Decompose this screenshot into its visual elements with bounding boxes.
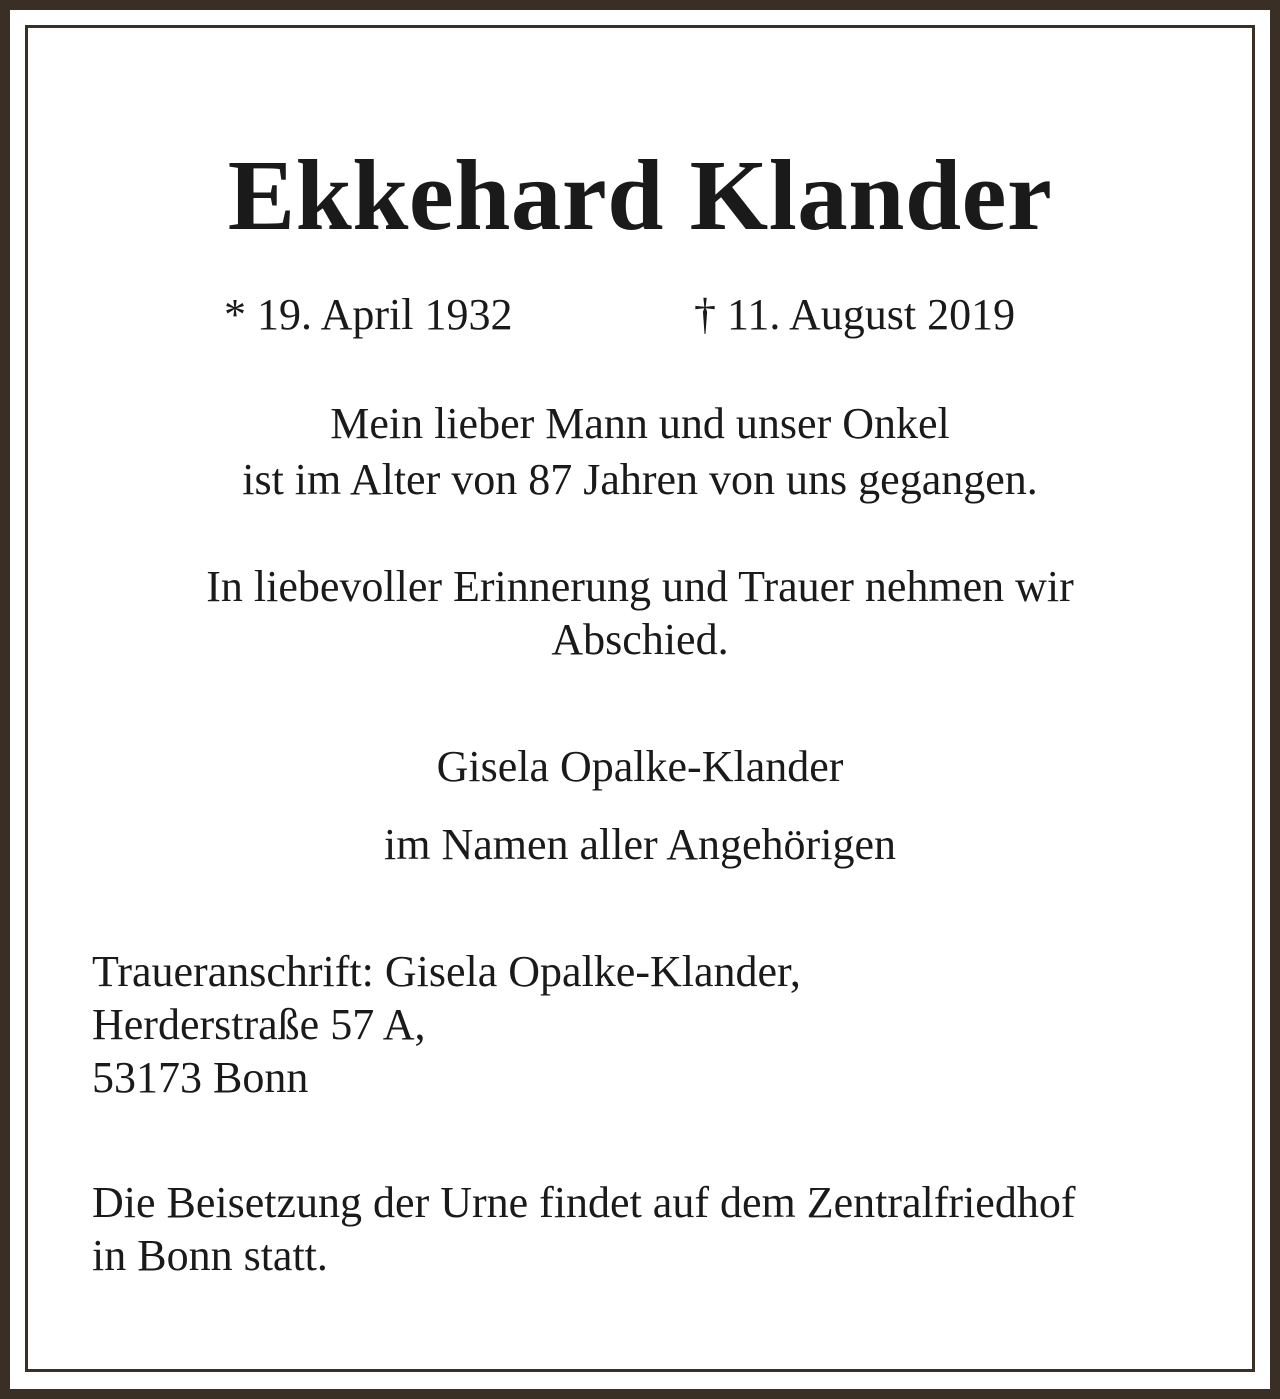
mourning-address-line-1: Traueranschrift: Gisela Opalke-Klander, — [92, 947, 801, 996]
farewell-line-1: In liebevoller Erinnerung und Trauer nehmen wir — [206, 562, 1074, 611]
death-date: † 11. August 2019 — [694, 290, 1016, 339]
signer-name: Gisela Opalke-Klander — [436, 742, 844, 791]
burial-info-line-2: in Bonn statt. — [92, 1231, 328, 1280]
burial-info-line-1: Die Beisetzung der Urne findet auf dem Zentralfriedhof — [92, 1178, 1076, 1227]
deceased-name: Ekkehard Klander — [227, 139, 1053, 251]
message-line-2: ist im Alter von 87 Jahren von uns gegangen. — [242, 455, 1038, 504]
mourning-address-line-2: Herderstraße 57 A, — [92, 1000, 426, 1049]
on-behalf-text: im Namen aller Angehörigen — [384, 820, 896, 869]
birth-date: * 19. April 1932 — [224, 290, 513, 339]
farewell-line-2: Abschied. — [551, 615, 729, 664]
mourning-address-line-3: 53173 Bonn — [92, 1053, 309, 1102]
message-line-1: Mein lieber Mann und unser Onkel — [330, 399, 950, 448]
